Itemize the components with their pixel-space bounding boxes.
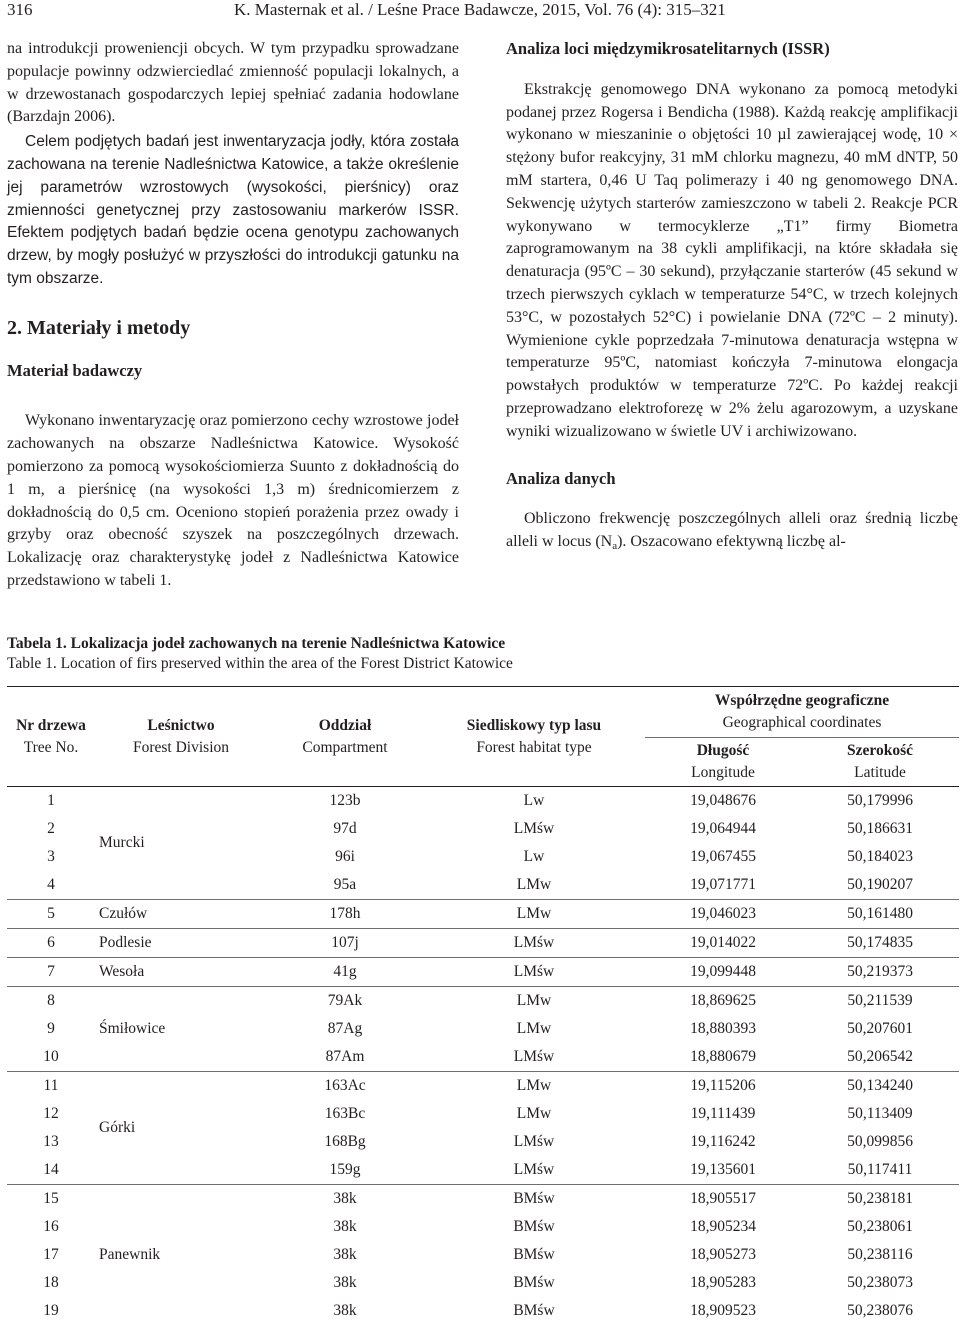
cell-compartment: 38k <box>267 1297 423 1325</box>
cell-forest-division: Czułów <box>95 900 267 929</box>
cell-habitat: LMśw <box>423 1128 645 1156</box>
col-header-forest: Leśnictwo Forest Division <box>95 687 267 787</box>
running-header <box>0 0 960 20</box>
cell-forest-division: Górki <box>95 1072 267 1185</box>
cell-longitude: 19,071771 <box>645 871 801 900</box>
cell-latitude: 50,099856 <box>801 1128 959 1156</box>
cell-compartment: 95a <box>267 871 423 900</box>
cell-tree-no: 10 <box>7 1043 95 1072</box>
cell-forest-division: Panewnik <box>95 1185 267 1325</box>
data-table <box>7 686 959 1325</box>
cell-forest-division: Wesoła <box>95 958 267 987</box>
cell-habitat: BMśw <box>423 1185 645 1214</box>
cell-latitude: 50,211539 <box>801 987 959 1016</box>
cell-habitat: LMśw <box>423 1156 645 1185</box>
cell-habitat: LMśw <box>423 1043 645 1072</box>
cell-compartment: 38k <box>267 1213 423 1241</box>
cell-longitude: 19,046023 <box>645 900 801 929</box>
cell-compartment: 41g <box>267 958 423 987</box>
table-caption-en: Table 1. Location of firs preserved within the area of the Forest District Katowice <box>7 654 513 674</box>
col-header-coordinates: Współrzędne geograficzne Geographical coordinates <box>645 687 959 738</box>
cell-compartment: 163Ac <box>267 1072 423 1101</box>
cell-latitude: 50,238061 <box>801 1213 959 1241</box>
table-caption-pl: Tabela 1. Lokalizacja jodeł zachowanych na terenie Nadleśnictwa Katowice <box>7 634 513 654</box>
table-row <box>7 1185 959 1214</box>
table-caption <box>7 634 513 674</box>
cell-tree-no: 18 <box>7 1269 95 1297</box>
cell-compartment: 38k <box>267 1269 423 1297</box>
cell-tree-no: 14 <box>7 1156 95 1185</box>
cell-longitude: 19,067455 <box>645 843 801 871</box>
paragraph: Wykonano inwentaryzację oraz pomierzono cechy wzrostowe jodeł zachowanych na obszarze Nadleśnictwa Katowice. Wysokość pomierzono za pomocą wysokościomierza Suunto z dokładnością do 1 m, a pierśnicę (na wysokości 1,3 m) średnicomierzem z dokładnością do 0,5 cm. Oceniono stopień porażenia przez owady i grzyby oraz obecność szyszek na poszczególnych drzewach. Lokalizację oraz charakterystykę jodeł z Nadleśnictwa Katowice przedstawiono w tabeli 1. <box>7 410 459 592</box>
cell-compartment: 123b <box>267 787 423 816</box>
cell-compartment: 163Bc <box>267 1100 423 1128</box>
table-body <box>7 787 959 1325</box>
cell-latitude: 50,117411 <box>801 1156 959 1185</box>
cell-tree-no: 15 <box>7 1185 95 1214</box>
cell-latitude: 50,179996 <box>801 787 959 816</box>
cell-longitude: 19,135601 <box>645 1156 801 1185</box>
cell-longitude: 18,869625 <box>645 987 801 1016</box>
cell-latitude: 50,238076 <box>801 1297 959 1325</box>
cell-latitude: 50,186631 <box>801 815 959 843</box>
cell-compartment: 87Ag <box>267 1015 423 1043</box>
col-header-tree: Nr drzewa Tree No. <box>7 687 95 787</box>
cell-habitat: LMśw <box>423 958 645 987</box>
cell-tree-no: 16 <box>7 1213 95 1241</box>
cell-longitude: 19,115206 <box>645 1072 801 1101</box>
paragraph: Celem podjętych badań jest inwentaryzacja jodły, która została zachowana na terenie Nadleśnictwa Katowice, a także określenie jej parametrów wzrostowych (wysokości, pierśnicy) oraz zmienności genetycznej przy zastosowaniu markerów ISSR. Efektem podjętych badań będzie ocena genotypu zachowanych drzew, by mogły posłużyć w przyszłości do introdukcji gatunku na tym obszarze. <box>7 131 459 291</box>
cell-longitude: 19,048676 <box>645 787 801 816</box>
cell-latitude: 50,174835 <box>801 929 959 958</box>
cell-forest-division: Śmiłowice <box>95 987 267 1072</box>
cell-tree-no: 2 <box>7 815 95 843</box>
paragraph: Ekstrakcję genomowego DNA wykonano za pomocą metodyki podanej przez Rogersa i Bendicha (1988). Każdą reakcję amplifikacji wykonano w mieszaninie o objętości 10 µl zawierającej wodę, 10 × stężony bufor reakcyjny, 31 mM chlorku magnezu, 40 mM dNTP, 50 mM startera, 0,46 U Taq polimerazy i 40 ng genomowego DNA. Sekwencję użytych starterów zamieszczono w tabeli 2. Reakcje PCR wykonywano w termocyklerze „T1” firmy Biometra zaprogramowanym na 38 cykli amplifikacji, na które składała się denaturacja (95ºC – 30 sekund), przyłączanie starterów (45 sekund w trzech pierwszych cyklach w temperaturze 54°C, w trzech kolejnych 53°C, w pozostałych 52°C) i powielanie DNA (72ºC – 2 minuty). Wymienione cykle poprzedzała 7-minutowa denaturacja wstępna w temperaturze 95ºC, natomiast kończyła 7-minutowa elongacja powstałych produktów w temperaturze 72ºC. Po każdej reakcji przeprowadzano elektroforezę w 2% żelu agarozowym, a uzyskane wyniki wizualizowano w świetle UV i archiwizowano. <box>506 79 958 444</box>
col-header-longitude: Długość Longitude <box>645 738 801 787</box>
cell-compartment: 168Bg <box>267 1128 423 1156</box>
paragraph: na introdukcji proweniencji obcych. W tym przypadku sprowadzane populacje powinny odzwierciedlać zmienność populacji lokalnych, a w drzewostanach gospodarczych lepiej spełniać zadania hodowlane (Barzdajn 2006). <box>7 38 459 129</box>
cell-habitat: LMw <box>423 1072 645 1101</box>
cell-compartment: 79Ak <box>267 987 423 1016</box>
table-row <box>7 900 959 929</box>
cell-longitude: 19,014022 <box>645 929 801 958</box>
cell-latitude: 50,207601 <box>801 1015 959 1043</box>
cell-compartment: 159g <box>267 1156 423 1185</box>
cell-habitat: LMśw <box>423 815 645 843</box>
cell-tree-no: 7 <box>7 958 95 987</box>
cell-longitude: 19,111439 <box>645 1100 801 1128</box>
cell-longitude: 19,099448 <box>645 958 801 987</box>
cell-longitude: 18,880393 <box>645 1015 801 1043</box>
cell-habitat: Lw <box>423 787 645 816</box>
cell-latitude: 50,206542 <box>801 1043 959 1072</box>
section-title: 2. Materiały i metody <box>7 317 459 340</box>
subsection-title: Analiza loci międzymikrosatelitarnych (ISSR) <box>506 38 958 61</box>
cell-compartment: 107j <box>267 929 423 958</box>
cell-habitat: BMśw <box>423 1269 645 1297</box>
cell-tree-no: 5 <box>7 900 95 929</box>
table-row <box>7 929 959 958</box>
cell-compartment: 97d <box>267 815 423 843</box>
cell-compartment: 96i <box>267 843 423 871</box>
cell-tree-no: 17 <box>7 1241 95 1269</box>
cell-longitude: 18,905234 <box>645 1213 801 1241</box>
table-row <box>7 787 959 816</box>
cell-tree-no: 12 <box>7 1100 95 1128</box>
table-row <box>7 958 959 987</box>
cell-habitat: BMśw <box>423 1297 645 1325</box>
journal-citation: K. Masternak et al. / Leśne Prace Badawcze, 2015, Vol. 76 (4): 315–321 <box>234 0 726 20</box>
cell-longitude: 18,880679 <box>645 1043 801 1072</box>
cell-compartment: 38k <box>267 1185 423 1214</box>
cell-latitude: 50,134240 <box>801 1072 959 1101</box>
cell-tree-no: 8 <box>7 987 95 1016</box>
cell-habitat: LMw <box>423 987 645 1016</box>
cell-longitude: 18,905517 <box>645 1185 801 1214</box>
cell-habitat: LMw <box>423 900 645 929</box>
cell-tree-no: 19 <box>7 1297 95 1325</box>
subsection-title: Materiał badawczy <box>7 360 459 383</box>
cell-longitude: 18,905283 <box>645 1269 801 1297</box>
cell-longitude: 19,116242 <box>645 1128 801 1156</box>
cell-tree-no: 13 <box>7 1128 95 1156</box>
cell-latitude: 50,238073 <box>801 1269 959 1297</box>
cell-forest-division: Murcki <box>95 787 267 900</box>
cell-habitat: LMw <box>423 1100 645 1128</box>
cell-habitat: BMśw <box>423 1241 645 1269</box>
cell-longitude: 18,905273 <box>645 1241 801 1269</box>
cell-longitude: 19,064944 <box>645 815 801 843</box>
cell-tree-no: 9 <box>7 1015 95 1043</box>
cell-tree-no: 4 <box>7 871 95 900</box>
cell-habitat: LMw <box>423 871 645 900</box>
cell-latitude: 50,161480 <box>801 900 959 929</box>
page-number: 316 <box>7 0 33 20</box>
cell-longitude: 18,909523 <box>645 1297 801 1325</box>
cell-latitude: 50,238116 <box>801 1241 959 1269</box>
cell-compartment: 87Am <box>267 1043 423 1072</box>
cell-forest-division: Podlesie <box>95 929 267 958</box>
table-row <box>7 987 959 1016</box>
col-header-latitude: Szerokość Latitude <box>801 738 959 787</box>
cell-habitat: LMśw <box>423 929 645 958</box>
subsection-title: Analiza danych <box>506 468 958 491</box>
cell-habitat: Lw <box>423 843 645 871</box>
left-column <box>7 38 459 593</box>
cell-latitude: 50,113409 <box>801 1100 959 1128</box>
cell-tree-no: 1 <box>7 787 95 816</box>
cell-tree-no: 11 <box>7 1072 95 1101</box>
cell-habitat: BMśw <box>423 1213 645 1241</box>
cell-compartment: 178h <box>267 900 423 929</box>
table-row <box>7 1072 959 1101</box>
cell-compartment: 38k <box>267 1241 423 1269</box>
cell-latitude: 50,190207 <box>801 871 959 900</box>
paragraph: Obliczono frekwencję poszczególnych alleli oraz średnią liczbę alleli w locus (Na). Oszacowano efektywną liczbę al- <box>506 508 958 558</box>
col-header-habitat: Siedliskowy typ lasu Forest habitat type <box>423 687 645 787</box>
col-header-compartment: Oddział Compartment <box>267 687 423 787</box>
cell-tree-no: 6 <box>7 929 95 958</box>
cell-latitude: 50,184023 <box>801 843 959 871</box>
cell-latitude: 50,238181 <box>801 1185 959 1214</box>
cell-habitat: LMw <box>423 1015 645 1043</box>
right-column <box>506 38 958 558</box>
cell-latitude: 50,219373 <box>801 958 959 987</box>
cell-tree-no: 3 <box>7 843 95 871</box>
